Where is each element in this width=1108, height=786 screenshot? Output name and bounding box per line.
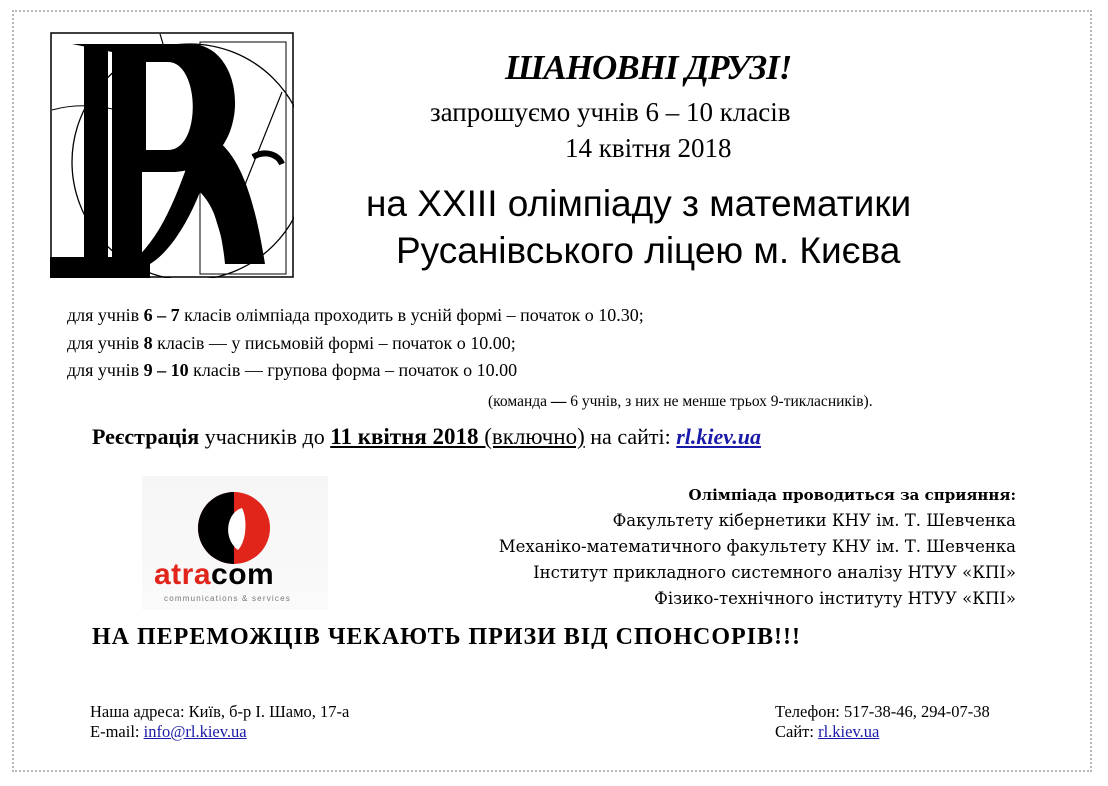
- registration-site-text: на сайті:: [584, 424, 677, 449]
- sponsor-logo-atracom: [142, 476, 328, 610]
- prizes-banner: НА ПЕРЕМОЖЦІВ ЧЕКАЮТЬ ПРИЗИ ВІД СПОНСОРІВ!!!: [92, 624, 801, 650]
- address: Наша адреса: Київ, б-р І. Шамо, 17-а: [90, 702, 350, 721]
- team-note-rest: 6 учнів, з них не менше трьох 9-тикласників).: [566, 393, 873, 410]
- contact-left: [90, 702, 349, 742]
- rule-line: [67, 333, 516, 354]
- sponsors-block: [499, 482, 1016, 612]
- rule-prefix: для учнів: [67, 333, 144, 353]
- registration-label: Реєстрація: [92, 424, 200, 449]
- page-title: ШАНОВНІ ДРУЗІ!: [505, 48, 792, 87]
- sponsor-item: Факультету кібернетики КНУ ім. Т. Шевченка: [612, 511, 1016, 530]
- team-note-dash: —: [550, 393, 567, 410]
- sponsor-tagline: communications & services: [164, 594, 291, 603]
- rule-text: класів — групова форма – початок о 10.00: [188, 360, 518, 380]
- sponsor-item: Механіко-математичного факультету КНУ ім. Т. Шевченка: [498, 537, 1016, 556]
- contact-right: [775, 702, 990, 742]
- rule-text: класів — у письмовій формі – початок о 10.00;: [152, 333, 516, 353]
- team-note: [488, 393, 873, 411]
- rule-grade: 6 – 7: [143, 305, 180, 325]
- registration-text: учасників до: [199, 424, 331, 449]
- event-date: 14 квітня 2018: [565, 133, 732, 163]
- rule-grade: 8: [143, 333, 153, 353]
- registration-deadline: 11 квітня 2018: [330, 424, 479, 449]
- email-link[interactable]: info@rl.kiev.ua: [143, 722, 247, 741]
- sponsors-title: Олімпіада проводиться за сприяння:: [688, 486, 1016, 504]
- sponsor-brand: atracom: [154, 558, 275, 591]
- rule-prefix: для учнів: [67, 360, 144, 380]
- email-label: E-mail:: [90, 722, 144, 741]
- sponsor-item: Фізико-технічного інституту НТУУ «КПІ»: [654, 589, 1016, 608]
- registration-site-link[interactable]: rl.kiev.ua: [676, 424, 761, 449]
- phone: Телефон: 517-38-46, 294-07-38: [775, 702, 990, 721]
- site-label: Сайт:: [775, 722, 819, 741]
- event-organizer: Русанівського ліцею м. Києва: [396, 230, 901, 271]
- rule-prefix: для учнів: [67, 305, 144, 325]
- email-line: [90, 722, 349, 742]
- site-link[interactable]: rl.kiev.ua: [818, 722, 880, 741]
- rule-grade: 9 – 10: [143, 360, 189, 380]
- sponsor-item: Інститут прикладного системного аналізу НТУУ «КПІ»: [533, 563, 1016, 582]
- registration-line: [92, 424, 761, 450]
- lyceum-logo: [50, 32, 294, 278]
- team-note-open: (команда: [488, 393, 551, 410]
- rule-line: [67, 360, 517, 381]
- event-title: на ХХІІІ олімпіаду з математики: [366, 183, 912, 224]
- site-line: [775, 722, 990, 742]
- registration-deadline-note: (включно): [478, 424, 585, 449]
- rule-text: класів олімпіада проходить в усній формі – початок о 10.30;: [179, 305, 644, 325]
- invite-line: запрошуємо учнів 6 – 10 класів: [430, 97, 791, 127]
- rule-line: [67, 305, 644, 326]
